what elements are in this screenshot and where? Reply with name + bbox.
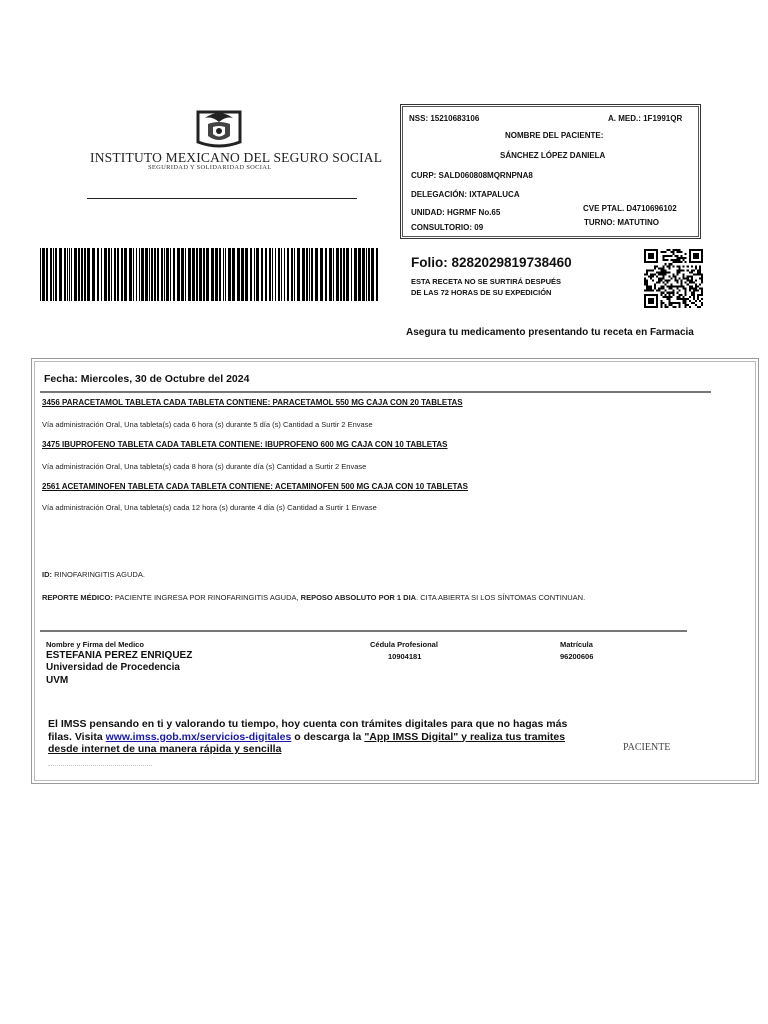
turno: TURNO: MATUTINO [584, 218, 659, 227]
matricula-value: 96200606 [560, 652, 594, 661]
signature-line [87, 198, 357, 199]
university-label: Universidad de Procedencia [46, 662, 180, 673]
curp: CURP: SALD060808MQRNPNA8 [411, 171, 533, 180]
report-label: REPORTE MÉDICO: [42, 593, 113, 602]
medication-title: 2561 ACETAMINOFEN TABLETA CADA TABLETA CONTIENE: ACETAMINOFEN 500 MG CAJA CON 10 TABLETAS [42, 482, 468, 491]
medication-title: 3456 PARACETAMOL TABLETA CADA TABLETA CONTIENE: PARACETAMOL 550 MG CAJA CON 20 TABLETAS [42, 398, 463, 407]
message-app: "App IMSS Digital" y realiza tus tramites desde internet de una manera rápida y sencilla [48, 730, 566, 755]
message-text-2: o descarga la [291, 730, 365, 743]
medical-report [42, 593, 585, 602]
matricula-label: Matrícula [560, 640, 593, 649]
imss-link[interactable]: www.imss.gob.mx/servicios-digitales [105, 730, 292, 743]
digital-services-message [48, 718, 568, 756]
medication-instructions: Vía administración Oral, Una tableta(s) cada 8 hora (s) durante día (s) Cantidad a Surtir 2 Envase [42, 462, 367, 471]
doctor-label: Nombre y Firma del Medico [46, 640, 144, 649]
divider-top [40, 391, 711, 393]
report-text-2: . CITA ABIERTA SI LOS SÍNTOMAS CONTINUAN. [416, 593, 586, 602]
expiry-notice [411, 276, 611, 298]
expiry-line-1: ESTA RECETA NO SE SURTIRÁ DESPUÉS [411, 277, 562, 286]
barcode-icon [40, 248, 380, 301]
cve-ptal: CVE PTAL. D4710696102 [583, 204, 677, 213]
prescription-date: Fecha: Miercoles, 30 de Octubre del 2024 [44, 373, 250, 385]
institution-name: INSTITUTO MEXICANO DEL SEGURO SOCIAL [90, 150, 383, 165]
qr-code-icon [644, 249, 703, 308]
delegacion: DELEGACIÓN: IXTAPALUCA [411, 190, 520, 199]
patient-name-label: NOMBRE DEL PACIENTE: [505, 131, 604, 140]
message-text-1: El IMSS pensando en ti y valorando tu tiempo, hoy cuenta con trámites digitales para que no hagas más filas. Visita [48, 718, 568, 743]
diagnosis-label: ID: [42, 570, 52, 579]
cedula-value: 10904181 [388, 652, 422, 661]
report-bold: REPOSO ABSOLUTO POR 1 DIA [300, 593, 417, 602]
cedula-label: Cédula Profesional [370, 640, 438, 649]
patient-name: SÁNCHEZ LÓPEZ DANIELA [500, 151, 606, 160]
medication-title: 3475 IBUPROFENO TABLETA CADA TABLETA CONTIENE: IBUPROFENO 600 MG CAJA CON 10 TABLETAS [42, 440, 448, 449]
a-med: A. MED.: 1F1991QR [608, 114, 683, 123]
nss: NSS: 15210683106 [409, 114, 480, 123]
unidad: UNIDAD: HGRMF No.65 [411, 208, 501, 217]
diagnosis-value: RINOFARINGITIS AGUDA. [52, 570, 145, 579]
expiry-line-2: DE LAS 72 HORAS DE SU EXPEDICIÓN [411, 288, 552, 297]
institution-motto: SEGURIDAD Y SOLIDARIDAD SOCIAL [148, 164, 272, 171]
report-text-1: PACIENTE INGRESA POR RINOFARINGITIS AGUDA, [112, 593, 301, 602]
medication-instructions: Vía administración Oral, Una tableta(s) cada 6 hora (s) durante 5 día (s) Cantidad a Surtir 2 Envase [42, 420, 373, 429]
diagnosis [42, 570, 145, 579]
folio: Folio: 8282029819738460 [411, 255, 572, 270]
imss-logo-icon [196, 106, 242, 150]
divider-bottom [40, 630, 687, 632]
faint-line [48, 765, 152, 766]
medication-instructions: Vía administración Oral, Una tableta(s) cada 12 hora (s) durante 4 día (s) Cantidad a Surtir 1 Envase [42, 503, 377, 512]
university: UVM [46, 675, 69, 686]
consultorio: CONSULTORIO: 09 [411, 223, 484, 232]
pharmacy-notice: Asegura tu medicamento presentando tu receta en Farmacia [406, 327, 694, 338]
copy-label: PACIENTE [623, 742, 671, 753]
doctor-name: ESTEFANIA PEREZ ENRIQUEZ [46, 650, 193, 661]
